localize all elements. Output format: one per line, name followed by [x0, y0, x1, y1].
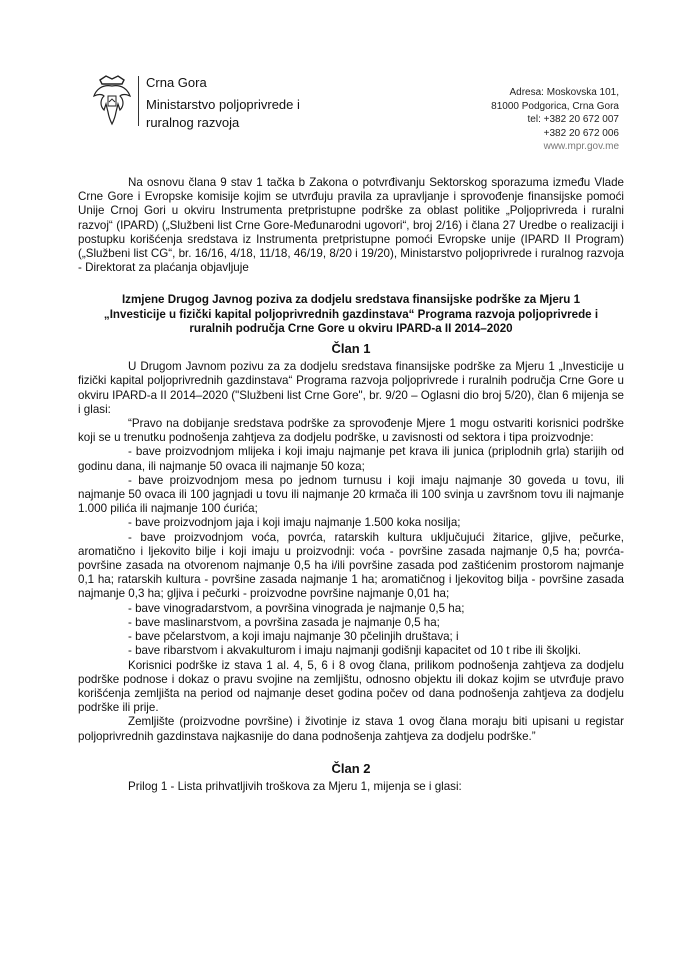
telephone-2: +382 20 672 006 — [543, 127, 619, 139]
telephone-1: tel: +382 20 672 007 — [527, 114, 619, 125]
list-item: - bave ribarstvom i akvakulturom i imaju najmanji godišnji kapacitet od 10 t ribe ili školjki. — [128, 644, 581, 658]
article-2-paragraph: Prilog 1 - Lista prihvatljivih troškova za Mjeru 1, mijenja se i glasi: — [128, 779, 462, 793]
letterhead — [92, 74, 619, 164]
article-1-paragraph-3: Zemljište (proizvodne površine) i životinje iz stava 1 ovog člana moraju biti upisani u registar poljoprivrednih gazdinstava najkasnije do dana podnošenja zahtjeva za dodjelu podrške.” — [78, 715, 624, 743]
article-1-quote: “Pravo na dobijanje sredstava podrške za sprovođenje Mjere 1 mogu ostvariti korisnici podrške koji se u trenutku podnošenja zahtjeva za dodjelu podrške, u zavisnosti od sektora i tipa proizvodnje: — [78, 417, 624, 445]
ministry-name-line1: Ministarstvo poljoprivrede i — [146, 97, 300, 112]
list-item: - bave pčelarstvom, a koji imaju najmanje 30 pčelinjih društava; i — [128, 630, 459, 644]
list-item: - bave proizvodnjom voća, povrća, ratarskih kultura uključujući žitarice, gljive, pečurke, aromatično i ljekovito bilje i koji imaju u proizvodnji: voća - površine zasada najmanje 0,5 ha; povrća-površine zasada na otvorenom najmanje 0,5 ha i/ili površine zasada pod zaštićenim prostorom najmanje 0,1 ha; ratarskih kultura - površine zasada najmanje 1 ha; aromatičnog i ljekovitog bilja - površine zasada najmanje 0,3 ha; gljiva i pečurki - proizvodne površine najmanje 0,01 ha; — [78, 530, 624, 601]
country-name: Crna Gora — [146, 75, 207, 90]
article-1-paragraph-2: Korisnici podrške iz stava 1 al. 4, 5, 6 i 8 ovog člana, prilikom podnošenja zahtjeva za dodjelu podrške podnose i dokaz o pravu svojine na zemljištu, odnosno objektu ili dokaz kojim se utvrđuje pravo korišćenja zemljišta na period od najmanje deset godina počev od dana podnošenja zahtjeva za dodjelu podrške ili prije. — [78, 658, 624, 715]
address-line2: 81000 Podgorica, Crna Gora — [491, 100, 619, 112]
article-2-heading: Član 2 — [331, 760, 371, 776]
organization-name — [146, 74, 300, 132]
article-1-heading: Član 1 — [331, 341, 371, 357]
document-body — [78, 176, 624, 794]
coat-of-arms-icon — [92, 74, 132, 126]
list-item: - bave vinogradarstvom, a površina vinograda je najmanje 0,5 ha; — [128, 601, 465, 615]
article-1-paragraph: U Drugom Javnom pozivu za za dodjelu sredstava finansijske podrške za Mjeru 1 „Investicije u fizički kapital poljoprivrednih gazdinstava“ Programa razvoja poljoprivrede i ruralnih područja Crne Gore u okviru IPARD-a II 2014–2020 ("Službeni list Crne Gore", br. 9/20 – Oglasni dio broj 5/20), član 6 mijenja se i glasi: — [78, 360, 624, 416]
header-divider — [138, 76, 139, 126]
list-item: - bave maslinarstvom, a površina zasada je najmanje 0,5 ha; — [128, 615, 440, 629]
list-item: - bave proizvodnjom mesa po jednom turnusu i koji imaju najmanje 30 goveda u tovu, ili najmanje 50 ovaca ili 100 jagnjadi u tovu ili najmanje 20 krmača ili 100 svinja u završnom tovu ili najmanje 1.000 pilića ili najmanje 100 ćurića; — [78, 473, 624, 516]
contact-block — [491, 86, 619, 154]
ministry-name-line2: ruralnog razvoja — [146, 115, 240, 130]
address-line1: Adresa: Moskovska 101, — [509, 87, 619, 98]
intro-paragraph: Na osnovu člana 9 stav 1 tačka b Zakona o potvrđivanju Sektorskog sporazuma između Vlade Crne Gore i Evropske komisije kojim se utvrđuju pravila za upravljanje i sprovođenje finansijske pomoći Unije Crnoj Gori u okviru Instrumenta pretpristupne podrške za oblast politike „Poljoprivreda i ruralni razvoj“ (IPARD) („Službeni list Crne Gore-Međunarodni ugovori“, broj 2/16) i člana 27 Uredbe o realizaciji i postupku korišćenja sredstava iz Instrumenta pretpristupne pomoći Evropske unije (IPARD II Program) („Službeni list CG“, br. 16/16, 4/18, 11/18, 46/19, 8/20 i 19/20), Ministarstvo poljoprivrede i ruralnog razvoja - Direktorat za plaćanja objavljuje — [78, 176, 624, 275]
website-link[interactable]: www.mpr.gov.me — [543, 141, 619, 152]
list-item: - bave proizvodnjom mlijeka i koji imaju najmanje pet krava ili junica (priplodnih grla) starijih od godinu dana, ili najmanje 50 ovaca ili najmanje 50 koza; — [78, 445, 624, 473]
list-item: - bave proizvodnjom jaja i koji imaju najmanje 1.500 koka nosilja; — [128, 516, 461, 530]
document-title: Izmjene Drugog Javnog poziva za dodjelu sredstava finansijske podrške za Mjeru 1 „Investicije u fizički kapital poljoprivrednih gazdinstava“ Programa razvoja poljoprivrede i ruralnih područja Crne Gore u okviru IPARD-a II 2014–2020 — [103, 293, 599, 335]
